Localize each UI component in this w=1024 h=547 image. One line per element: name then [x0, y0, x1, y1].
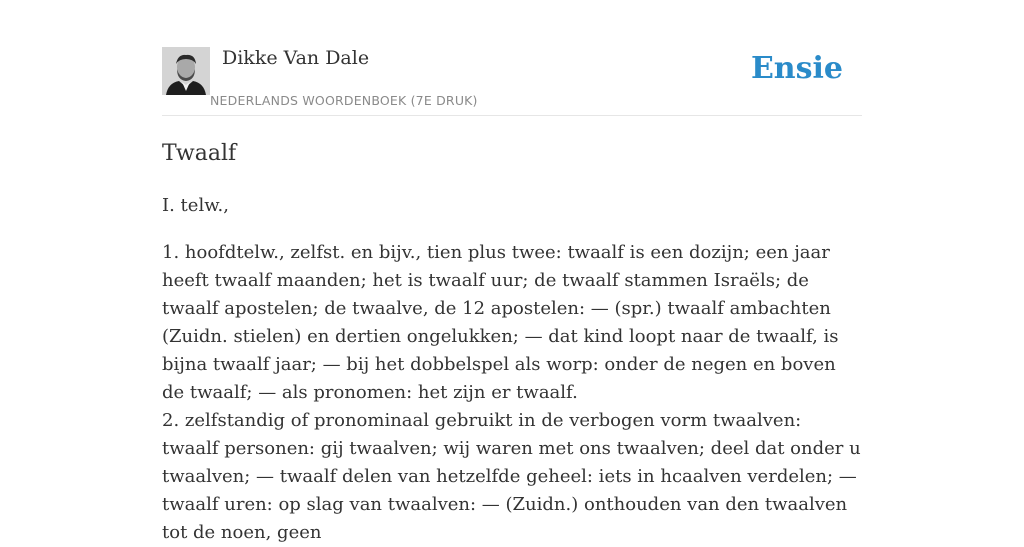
page [162, 0, 862, 543]
author-avatar[interactable] [162, 47, 210, 95]
author-name[interactable]: Dikke Van Dale [222, 47, 370, 69]
part-of-speech: I. telw., [162, 195, 229, 216]
definition-1: 1. hoofdtelw., zelfst. en bijv., tien plus twee: twaalf is een dozijn; een jaar heeft twaalf maanden; het is twaalf uur; de twaalf stammen Israëls; de twaalf apostelen; de twaalve, de 12 apostelen: — (spr.) twaalf ambachten (Zuidn. stielen) en dertien ongelukken; — dat kind loopt naar de twaalf, is bijna twaalf jaar; — bij het dobbelspel als worp: onder de negen en boven de twaalf; — als pronomen: het zijn er twaalf. [162, 242, 839, 403]
author-portrait-icon [162, 47, 210, 95]
definition-2: 2. zelfstandig of pronominaal gebruikt in de verbogen vorm twaalven: twaalf personen: gij twaalven; wij waren met ons twaalven; deel dat onder u twaalven; — twaalf delen van hetzelfde geheel: iets in hcaalven verdelen; — twaalf uren: op slag van twaalven: — (Zuidn.) onthouden van den twaalven tot de noen, geen [162, 410, 861, 543]
entry-title: Twaalf [162, 141, 237, 166]
site-logo[interactable]: Ensie [750, 51, 843, 86]
header [162, 0, 862, 116]
entry-content [162, 192, 862, 547]
dictionary-source[interactable]: NEDERLANDS WOORDENBOEK (7E DRUK) [210, 93, 478, 108]
